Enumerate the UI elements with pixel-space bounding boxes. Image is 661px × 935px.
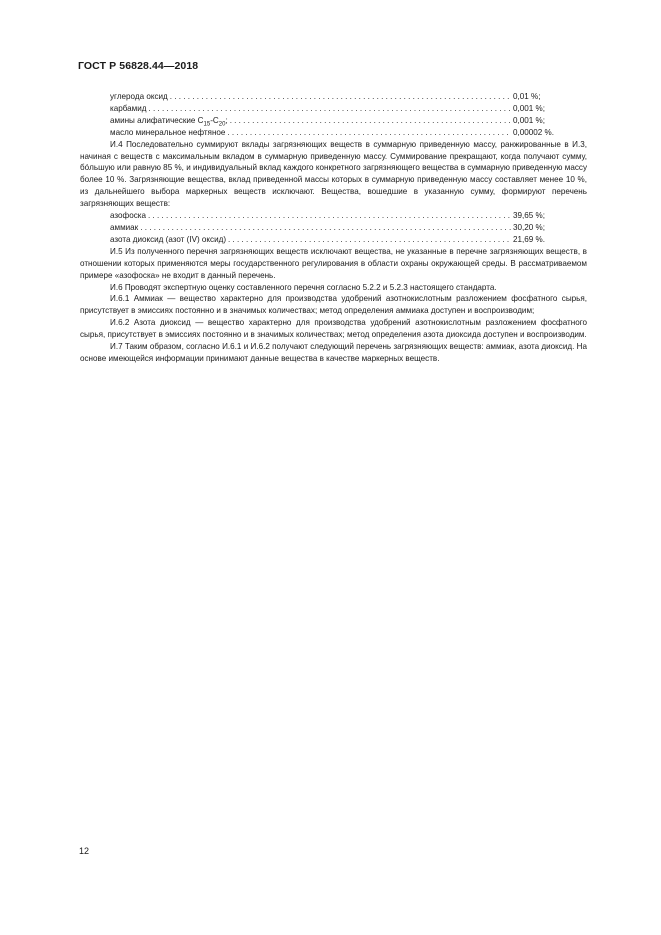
paragraph-i6-2: И.6.2 Азота диоксид — вещество характерно для производства удобрений азотнокислотным разложением фосфатного сырья, присутствует в эмиссиях постоянно и в значимых количествах; метод определения азота диоксида доступен и воспроизводим. — [80, 318, 587, 340]
list-item — [110, 115, 587, 127]
subscript: 20 — [218, 121, 226, 128]
list-item — [110, 234, 587, 246]
list-item — [110, 222, 587, 234]
list-item-name: аммиак — [110, 222, 139, 232]
substance-list-1 — [80, 91, 587, 139]
paragraph-i6-1: И.6.1 Аммиак — вещество характерно для производства удобрений азотнокислотным разложением фосфатного сырья, присутствует в эмиссиях постоянно и в значимых количествах; метод определения аммиака доступен и воспроизводим; — [80, 294, 587, 316]
name-text: -С — [210, 115, 219, 125]
leader-dots — [140, 222, 511, 234]
list-item-value: 0,001 %; — [513, 115, 545, 125]
leader-dots — [170, 91, 511, 103]
list-item-value: 21,69 %. — [513, 234, 545, 244]
leader-dots — [228, 234, 511, 246]
page-number: 12 — [79, 846, 90, 856]
document-body — [80, 91, 587, 365]
list-item-name: масло минеральное нефтяное — [110, 127, 226, 137]
list-item-value: 0,01 %; — [513, 92, 541, 101]
name-text: ; — [225, 115, 228, 125]
list-item-value: 30,20 %; — [513, 222, 545, 232]
paragraph-i6: И.6 Проводят экспертную оценку составленного перечня согласно 5.2.2 и 5.2.3 настоящего стандарта. — [110, 282, 497, 292]
list-item — [110, 91, 587, 103]
paragraph-i5: И.5 Из полученного перечня загрязняющих веществ исключают вещества, не указанные в перечне загрязняющих веществ, в отношении которых применяются меры государственного регулирования в области охраны окружающей среды. В рассматриваемом примере «азофоска» не входит в данный перечень. — [80, 246, 587, 280]
list-item — [110, 127, 587, 139]
paragraph-i7: И.7 Таким образом, согласно И.6.1 и И.6.2 получают следующий перечень загрязняющих веществ: аммиак, азота диоксид. На основе имеющейся информации принимают данные вещества в качестве маркерных веществ. — [80, 342, 587, 363]
leader-dots — [227, 127, 511, 139]
list-item-name: азофоска — [110, 211, 146, 221]
list-item-name — [110, 115, 228, 127]
subscript: 15 — [203, 121, 211, 128]
paragraph-i4: И.4 Последовательно суммируют вклады загрязняющих веществ в суммарную приведенную массу, ранжированные в И.3, начиная с веществ с максимальным вкладом в суммарную приведенную массу. Суммирование прекращают, когда получают сумму, бóльшую или равную 85 %, и индивидуальный вклад каждого конкретного загрязняющего вещества в суммарную приведенную массу более 10 %. Загрязняющие вещества, вклад приведенной массы которых в суммарную приведенную массу составляет менее 10 %, из дальнейшего выбора маркерных веществ исключают. Вещества, вошедшие в указанную сумму, формируют перечень загрязняющих веществ: — [80, 139, 587, 209]
name-text: амины алифатические С — [110, 115, 204, 125]
substance-list-2 — [80, 210, 587, 246]
list-item-name: азота диоксид (азот (IV) оксид) — [110, 234, 227, 244]
leader-dots — [148, 103, 511, 115]
leader-dots — [230, 115, 511, 127]
list-item — [110, 210, 587, 222]
list-item-value: 0,00002 %. — [513, 127, 554, 137]
leader-dots — [148, 210, 511, 222]
list-item-value: 0,001 %; — [513, 103, 545, 113]
list-item-name: карбамид — [110, 103, 147, 113]
document-header: ГОСТ Р 56828.44—2018 — [78, 60, 199, 72]
list-item-value: 39,65 %; — [513, 211, 545, 221]
list-item — [110, 103, 587, 115]
list-item-name: углерода оксид — [110, 92, 168, 101]
